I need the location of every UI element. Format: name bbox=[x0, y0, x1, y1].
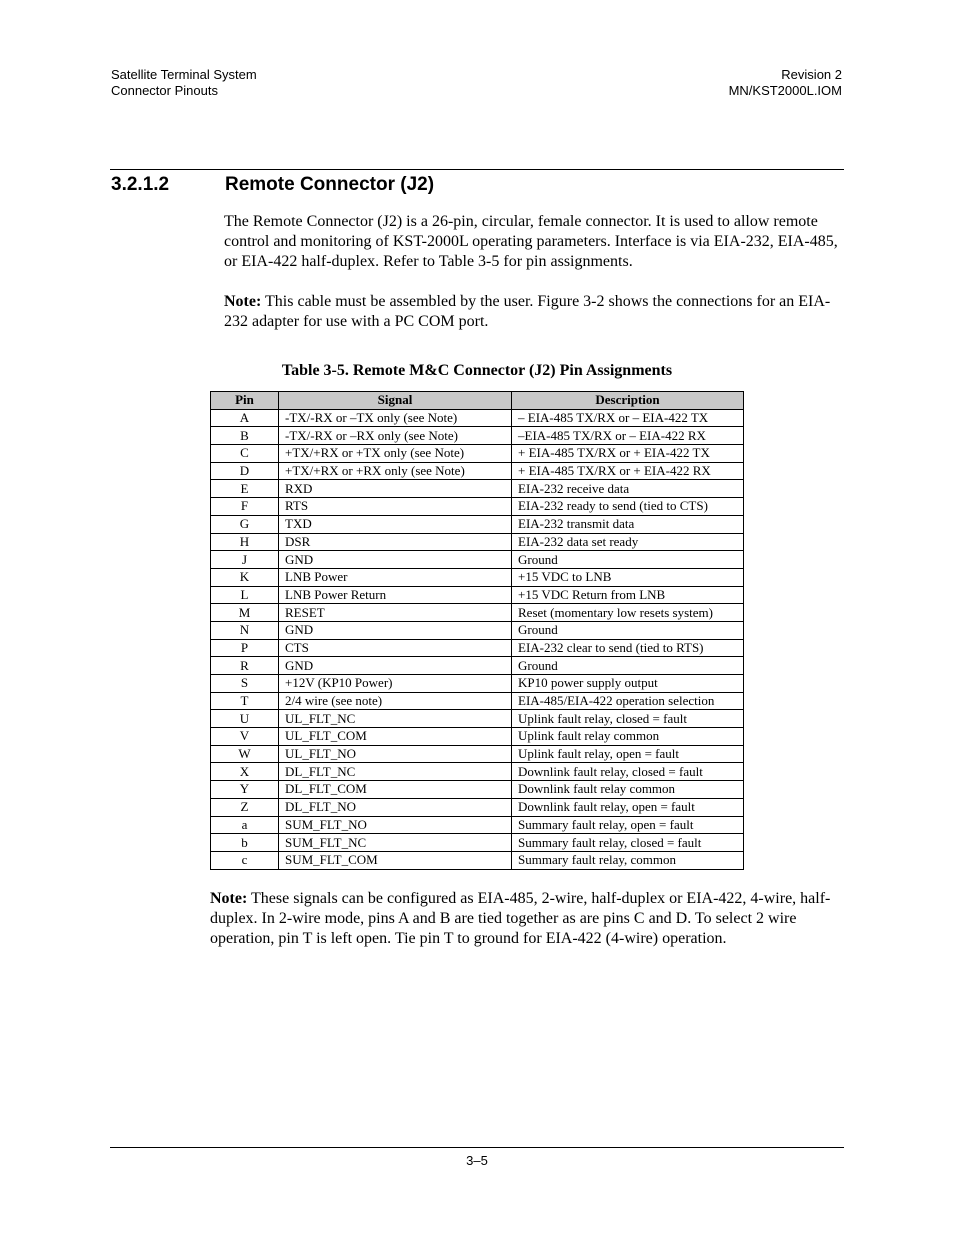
description-cell: + EIA-485 TX/RX or + EIA-422 TX bbox=[512, 445, 744, 463]
table-row bbox=[211, 445, 744, 463]
header-chapter-title: Connector Pinouts bbox=[111, 83, 218, 98]
description-cell: EIA-232 ready to send (tied to CTS) bbox=[512, 498, 744, 516]
note-paragraph bbox=[224, 292, 842, 332]
pin-cell: L bbox=[211, 586, 279, 604]
table-row bbox=[211, 604, 744, 622]
table-row bbox=[211, 409, 744, 427]
signal-cell: RTS bbox=[279, 498, 512, 516]
description-cell: KP10 power supply output bbox=[512, 675, 744, 693]
pin-cell: U bbox=[211, 710, 279, 728]
signal-cell: UL_FLT_COM bbox=[279, 728, 512, 746]
pin-cell: C bbox=[211, 445, 279, 463]
page-number: 3–5 bbox=[466, 1153, 488, 1168]
signal-cell: CTS bbox=[279, 639, 512, 657]
pin-cell: K bbox=[211, 568, 279, 586]
signal-cell: SUM_FLT_NO bbox=[279, 816, 512, 834]
description-cell: Downlink fault relay, closed = fault bbox=[512, 763, 744, 781]
signal-cell: TXD bbox=[279, 515, 512, 533]
signal-cell: UL_FLT_NO bbox=[279, 745, 512, 763]
pin-cell: M bbox=[211, 604, 279, 622]
description-cell: EIA-232 receive data bbox=[512, 480, 744, 498]
pin-cell: J bbox=[211, 551, 279, 569]
signal-cell: LNB Power Return bbox=[279, 586, 512, 604]
column-header-description: Description bbox=[512, 392, 744, 410]
table-row bbox=[211, 427, 744, 445]
description-cell: +15 VDC Return from LNB bbox=[512, 586, 744, 604]
description-cell: EIA-232 data set ready bbox=[512, 533, 744, 551]
pin-cell: Y bbox=[211, 781, 279, 799]
signal-cell: GND bbox=[279, 657, 512, 675]
table-row bbox=[211, 675, 744, 693]
pin-assignment-table bbox=[210, 391, 744, 870]
header-revision: Revision 2 bbox=[781, 67, 842, 82]
description-cell: Uplink fault relay, closed = fault bbox=[512, 710, 744, 728]
table-row bbox=[211, 586, 744, 604]
signal-note-text: These signals can be configured as EIA-485, 2-wire, half-duplex or EIA-422, 4-wire, half-duplex. In 2-wire mode, pins A and B are tied together as are pins C and D. To select 2 wire operation, pin T is left open. Tie pin T to ground for EIA-422 (4-wire) operation. bbox=[210, 890, 831, 947]
description-cell: Downlink fault relay common bbox=[512, 781, 744, 799]
description-cell: EIA-485/EIA-422 operation selection bbox=[512, 692, 744, 710]
description-cell: – EIA-485 TX/RX or – EIA-422 TX bbox=[512, 409, 744, 427]
column-header-pin: Pin bbox=[211, 392, 279, 410]
intro-paragraph: The Remote Connector (J2) is a 26-pin, circular, female connector. It is used to allow remote control and monitoring of KST-2000L operating parameters. Interface is via EIA-232, EIA-485, or EIA-422 half-duplex. Refer to Table 3-5 for pin assignments. bbox=[224, 213, 838, 270]
pin-cell: R bbox=[211, 657, 279, 675]
description-cell: Uplink fault relay, open = fault bbox=[512, 745, 744, 763]
section-divider bbox=[110, 169, 844, 170]
table-row bbox=[211, 568, 744, 586]
pin-cell: Z bbox=[211, 798, 279, 816]
description-cell: Summary fault relay, closed = fault bbox=[512, 834, 744, 852]
footer-divider bbox=[110, 1147, 844, 1148]
pin-cell: W bbox=[211, 745, 279, 763]
pin-cell: D bbox=[211, 462, 279, 480]
table-row bbox=[211, 710, 744, 728]
signal-cell: +TX/+RX or +TX only (see Note) bbox=[279, 445, 512, 463]
table-row bbox=[211, 480, 744, 498]
signal-cell: RXD bbox=[279, 480, 512, 498]
signal-cell: LNB Power bbox=[279, 568, 512, 586]
table-body bbox=[211, 409, 744, 869]
table-row bbox=[211, 692, 744, 710]
signal-cell: GND bbox=[279, 551, 512, 569]
description-cell: Ground bbox=[512, 621, 744, 639]
table-row bbox=[211, 728, 744, 746]
description-cell: Summary fault relay, common bbox=[512, 851, 744, 869]
page-header-right bbox=[729, 67, 842, 99]
note-label: Note: bbox=[224, 293, 262, 310]
pin-cell: G bbox=[211, 515, 279, 533]
table-row bbox=[211, 621, 744, 639]
pin-cell: B bbox=[211, 427, 279, 445]
signal-cell: DL_FLT_NO bbox=[279, 798, 512, 816]
table-row bbox=[211, 515, 744, 533]
table-row bbox=[211, 498, 744, 516]
table-row bbox=[211, 462, 744, 480]
pin-cell: S bbox=[211, 675, 279, 693]
header-document-title: Satellite Terminal System bbox=[111, 67, 257, 82]
signal-note-label: Note: bbox=[210, 890, 248, 907]
header-manual-id: MN/KST2000L.IOM bbox=[728, 83, 842, 98]
table-row bbox=[211, 816, 744, 834]
signal-cell: RESET bbox=[279, 604, 512, 622]
description-cell: EIA-232 transmit data bbox=[512, 515, 744, 533]
signal-cell: DSR bbox=[279, 533, 512, 551]
table-caption: Table 3-5. Remote M&C Connector (J2) Pin Assignments bbox=[281, 362, 673, 379]
description-cell: Downlink fault relay, open = fault bbox=[512, 798, 744, 816]
description-cell: Reset (momentary low resets system) bbox=[512, 604, 744, 622]
table-header-row bbox=[211, 392, 744, 410]
signal-cell: +12V (KP10 Power) bbox=[279, 675, 512, 693]
description-cell: Uplink fault relay common bbox=[512, 728, 744, 746]
signal-cell: DL_FLT_COM bbox=[279, 781, 512, 799]
table-row bbox=[211, 639, 744, 657]
description-cell: +15 VDC to LNB bbox=[512, 568, 744, 586]
signal-cell: SUM_FLT_NC bbox=[279, 834, 512, 852]
table-row bbox=[211, 763, 744, 781]
description-cell: Summary fault relay, open = fault bbox=[512, 816, 744, 834]
signal-cell: -TX/-RX or –TX only (see Note) bbox=[279, 409, 512, 427]
signal-cell: GND bbox=[279, 621, 512, 639]
section-number: 3.2.1.2 bbox=[111, 174, 170, 195]
pin-cell: P bbox=[211, 639, 279, 657]
pin-cell: A bbox=[211, 409, 279, 427]
table-row bbox=[211, 781, 744, 799]
pin-cell: c bbox=[211, 851, 279, 869]
table-row bbox=[211, 745, 744, 763]
pin-cell: F bbox=[211, 498, 279, 516]
table-row bbox=[211, 834, 744, 852]
description-cell: + EIA-485 TX/RX or + EIA-422 RX bbox=[512, 462, 744, 480]
pin-cell: N bbox=[211, 621, 279, 639]
description-cell: EIA-232 clear to send (tied to RTS) bbox=[512, 639, 744, 657]
signal-cell: SUM_FLT_COM bbox=[279, 851, 512, 869]
table-row bbox=[211, 533, 744, 551]
signal-note-paragraph bbox=[210, 889, 842, 949]
description-cell: –EIA-485 TX/RX or – EIA-422 RX bbox=[512, 427, 744, 445]
pin-cell: X bbox=[211, 763, 279, 781]
note-text: This cable must be assembled by the user. Figure 3-2 shows the connections for an EIA-232 adapter for use with a PC COM port. bbox=[224, 293, 831, 330]
pin-cell: b bbox=[211, 834, 279, 852]
pin-cell: V bbox=[211, 728, 279, 746]
table-row bbox=[211, 657, 744, 675]
page-header-left bbox=[111, 67, 257, 99]
table-row bbox=[211, 851, 744, 869]
section-title: Remote Connector (J2) bbox=[225, 174, 435, 195]
signal-cell: 2/4 wire (see note) bbox=[279, 692, 512, 710]
column-header-signal: Signal bbox=[279, 392, 512, 410]
signal-cell: UL_FLT_NC bbox=[279, 710, 512, 728]
description-cell: Ground bbox=[512, 657, 744, 675]
table-row bbox=[211, 551, 744, 569]
table-row bbox=[211, 798, 744, 816]
signal-cell: -TX/-RX or –RX only (see Note) bbox=[279, 427, 512, 445]
pin-cell: H bbox=[211, 533, 279, 551]
signal-cell: DL_FLT_NC bbox=[279, 763, 512, 781]
pin-cell: T bbox=[211, 692, 279, 710]
description-cell: Ground bbox=[512, 551, 744, 569]
signal-cell: +TX/+RX or +RX only (see Note) bbox=[279, 462, 512, 480]
pin-cell: E bbox=[211, 480, 279, 498]
pin-cell: a bbox=[211, 816, 279, 834]
